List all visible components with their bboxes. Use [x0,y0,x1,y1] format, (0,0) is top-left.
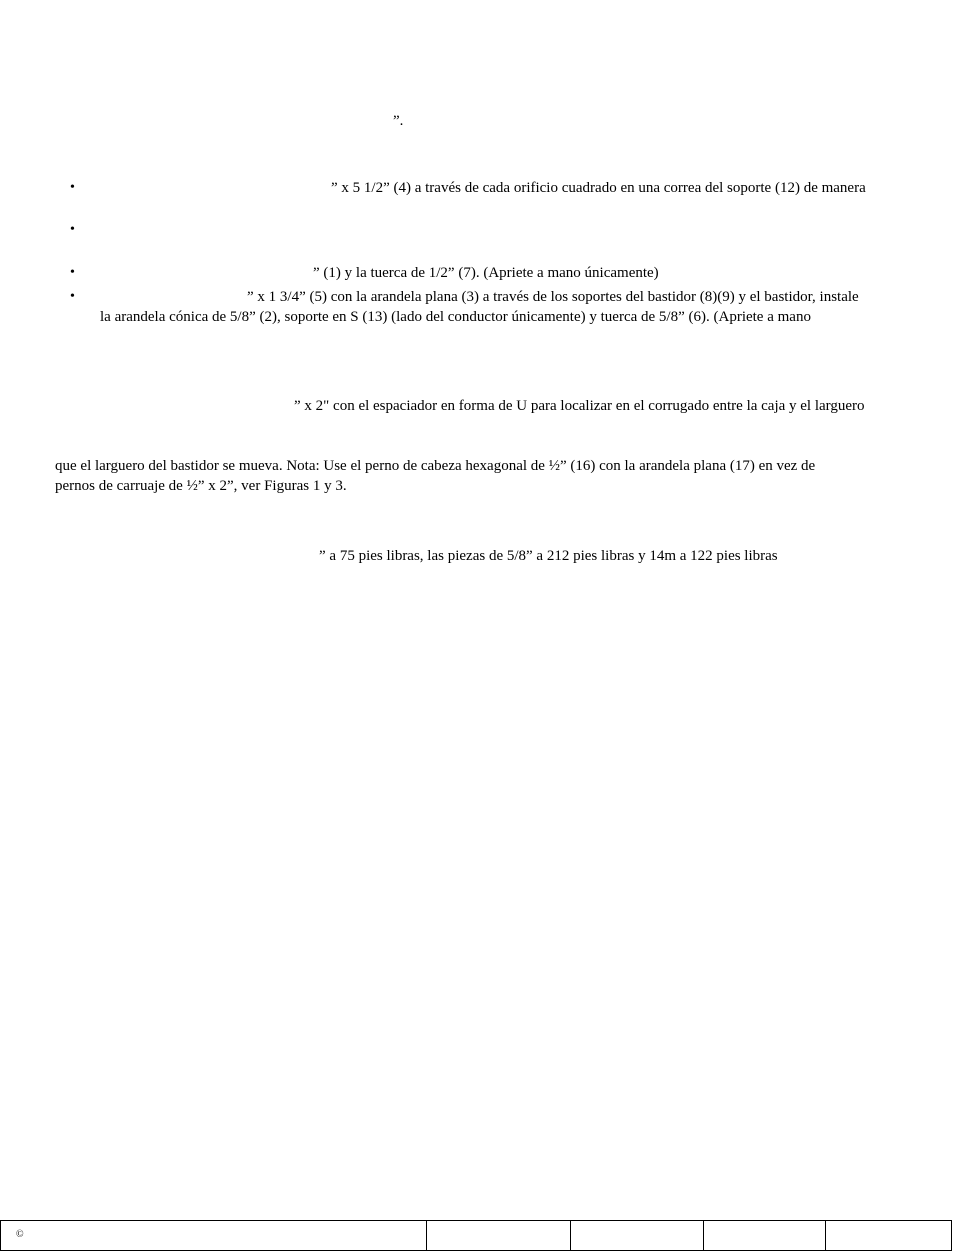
bullet-marker: • [70,265,75,280]
paragraph-spacer: ” x 2" con el espaciador en forma de U para localizar en el corrugado entre la caja y el larguero [294,398,865,414]
footer-cell [571,1221,704,1250]
footer-cell-copyright [1,1221,427,1250]
footer-cell [826,1221,951,1250]
paragraph-torque: ” a 75 pies libras, las piezas de 5/8” a 212 pies libras y 14m a 122 pies libras [319,548,778,564]
bullet-marker: • [70,180,75,195]
bullet-text-4: ” x 1 3/4” (5) con la arandela plana (3) a través de los soportes del bastidor (8)(9) y el bastidor, instale [247,289,859,305]
bullet-marker: • [70,222,75,237]
paragraph-note-line-2: pernos de carruaje de ½” x 2”, ver Figuras 1 y 3. [55,478,347,494]
bullet-text-4-continuation: la arandela cónica de 5/8” (2), soporte en S (13) (lado del conductor únicamente) y tuerca de 5/8” (6). (Apriete a mano [100,309,811,325]
bullet-text-1: ” x 5 1/2” (4) a través de cada orificio cuadrado en una correa del soporte (12) de manera [331,180,866,196]
bullet-text-3: ” (1) y la tuerca de 1/2” (7). (Apriete a mano únicamente) [313,265,659,281]
footer-cell [427,1221,571,1250]
quote-end-text: ”. [393,113,404,129]
footer-table [0,1220,952,1251]
paragraph-note-line-1: que el larguero del bastidor se mueva. Nota: Use el perno de cabeza hexagonal de ½” (16) con la arandela plana (17) en vez de [55,458,816,474]
copyright-symbol: © [16,1229,24,1240]
footer-cell [704,1221,827,1250]
bullet-marker: • [70,289,75,304]
